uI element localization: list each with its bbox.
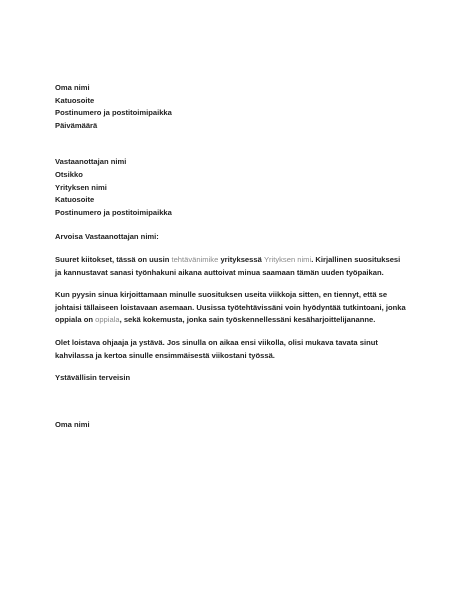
paragraph-line xyxy=(55,254,415,267)
sender-street[interactable]: Katuosoite xyxy=(55,95,95,105)
recipient-name[interactable]: Vastaanottajan nimi xyxy=(55,157,127,167)
text-run[interactable]: oppiala on xyxy=(55,315,96,325)
letter-date[interactable]: Päivämäärä xyxy=(55,120,98,130)
recipient-address-block xyxy=(55,156,415,219)
closing[interactable]: Ystävällisin terveisin xyxy=(55,373,131,383)
field-of-study-placeholder[interactable]: oppiala xyxy=(95,315,120,325)
sender-name[interactable]: Oma nimi xyxy=(55,83,90,92)
text-run[interactable]: . Kirjallinen suosituksesi xyxy=(311,254,401,264)
text-run[interactable]: Suuret kiitokset, tässä on uusin xyxy=(55,254,172,264)
salutation[interactable]: Arvoisa Vastaanottajan nimi: xyxy=(55,232,159,242)
recipient-company[interactable]: Yrityksen nimi xyxy=(55,182,107,192)
paragraph-line xyxy=(55,314,415,327)
paragraph-line[interactable]: kahvilassa ja kertoa sinulle ensimmäisestä viikostani työssä. xyxy=(55,350,275,360)
letter-body xyxy=(55,82,415,431)
recipient-title[interactable]: Otsikko xyxy=(55,169,83,179)
recipient-street[interactable]: Katuosoite xyxy=(55,195,95,205)
sender-postal[interactable]: Postinumero ja postitoimipaikka xyxy=(55,108,172,118)
paragraph-invitation xyxy=(55,337,415,362)
paragraph-thanks xyxy=(55,254,415,279)
paragraph-line[interactable]: ja kannustavat sanasi työnhakuni aikana auttoivat minua saamaan tämän uuden työpaikan. xyxy=(55,267,384,277)
company-name-placeholder[interactable]: Yrityksen nimi xyxy=(263,254,312,264)
recipient-postal[interactable]: Postinumero ja postitoimipaikka xyxy=(55,207,172,217)
sender-address-block xyxy=(55,82,415,132)
text-run[interactable]: yrityksessä xyxy=(218,254,264,264)
paragraph-line[interactable]: johtaisi tällaiseen loistavaan asemaan. Uusissa työtehtävissäni voin hyödyntää tutkintoani, jonka xyxy=(55,302,406,312)
signature-name[interactable]: Oma nimi xyxy=(55,419,90,429)
paragraph-line[interactable]: Olet loistava ohjaaja ja ystävä. Jos sinulla on aikaa ensi viikolla, olisi mukava tavata sinut xyxy=(55,337,378,347)
text-run[interactable]: , sekä kokemusta, jonka sain työskennellessäni kesäharjoittelijananne. xyxy=(119,315,376,325)
job-title-placeholder[interactable]: tehtävänimike xyxy=(171,254,219,264)
paragraph-recommendation xyxy=(55,289,415,327)
paragraph-line[interactable]: Kun pyysin sinua kirjoittamaan minulle suosituksen useita viikkoja sitten, en tiennyt, että se xyxy=(55,290,388,300)
